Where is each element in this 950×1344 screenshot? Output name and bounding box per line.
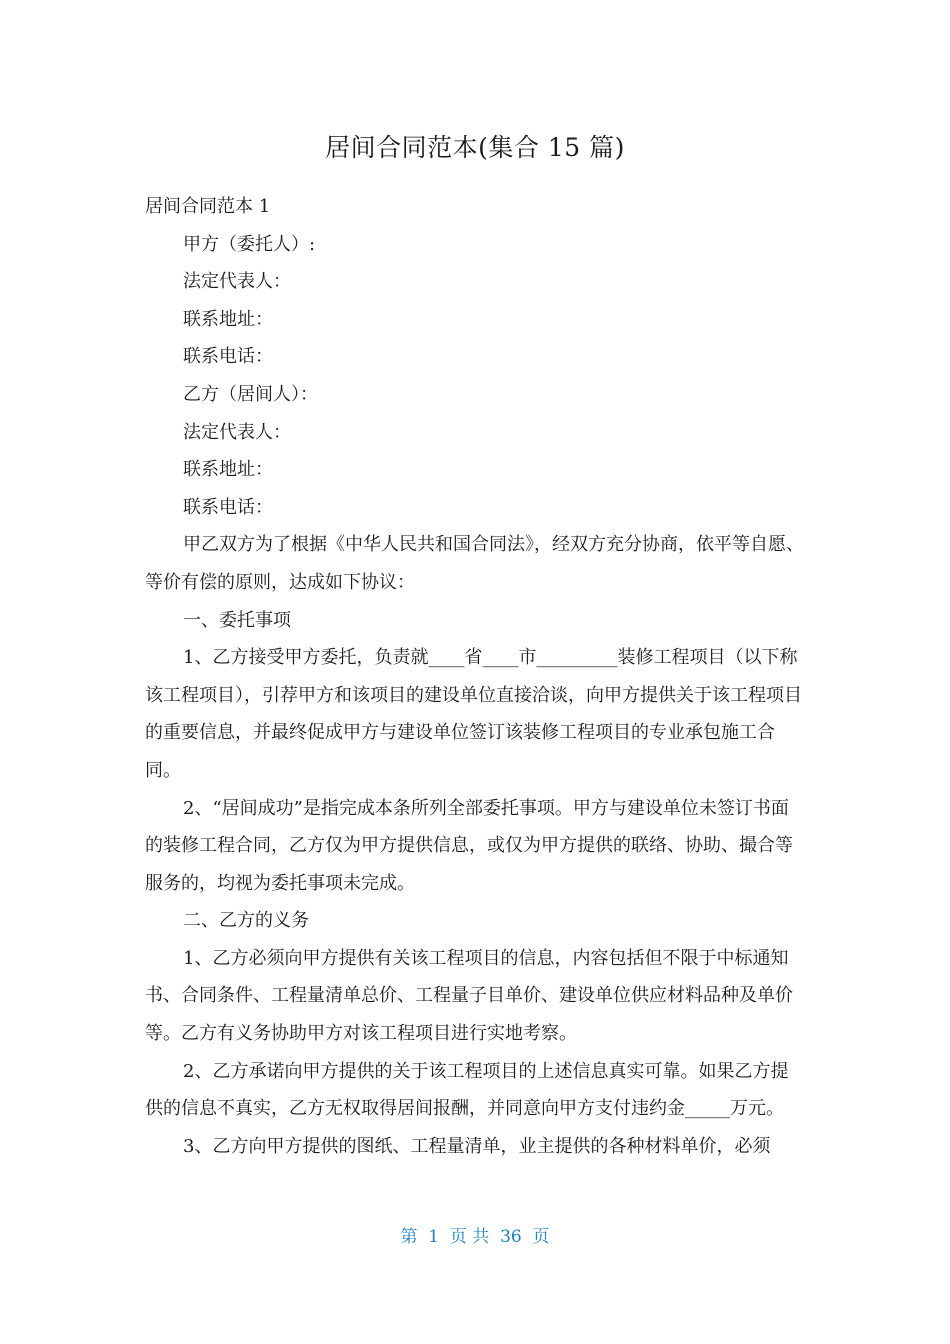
party-b-phone-line: 联系电话： xyxy=(183,496,273,518)
document-body xyxy=(145,188,805,1165)
party-b-line: 乙方（居间人）： xyxy=(183,383,318,405)
party-a-representative-line: 法定代表人： xyxy=(183,271,291,293)
clause-paragraph: 1、乙方接受甲方委托，负责就____省____市_________装修工程项目（以下称该工程项目），引荐甲方和该项目的建设单位直接洽谈，向甲方提供关于该工程项目的重要信息，并最终促成甲方与建设单位签订该装修工程项目的专业承包施工合同。 xyxy=(145,647,802,781)
clause-heading: 一、委托事项 xyxy=(183,609,291,631)
page-number-footer: 第 1 页 共 36 页 xyxy=(400,1227,550,1247)
clause-paragraph: 2、“居间成功”是指完成本条所列全部委托事项。甲方与建设单位未签订书面的装修工程合同，乙方仅为甲方提供信息，或仅为甲方提供的联络、协助、撮合等服务的，均视为委托事项未完成。 xyxy=(145,797,793,894)
party-b-address-line: 联系地址： xyxy=(183,459,273,481)
party-a-address-line: 联系地址： xyxy=(183,308,273,330)
clause-heading: 二、乙方的义务 xyxy=(183,910,309,932)
clause-paragraph: 2、乙方承诺向甲方提供的关于该工程项目的上述信息真实可靠。如果乙方提供的信息不真实，乙方无权取得居间报酬，并同意向甲方支付违约金_____万元。 xyxy=(145,1060,789,1120)
party-b-representative-line: 法定代表人： xyxy=(183,421,291,443)
section-heading: 居间合同范本 1 xyxy=(145,196,271,217)
page-title: 居间合同范本(集合 15 篇) xyxy=(325,133,625,162)
clause-paragraph: 3、乙方向甲方提供的图纸、工程量清单，业主提供的各种材料单价，必须 xyxy=(183,1135,771,1157)
party-a-line: 甲方（委托人）: xyxy=(183,233,316,255)
preamble-paragraph: 甲乙双方为了根据《中华人民共和国合同法》，经双方充分协商，依平等自愿、等价有偿的原则，达成如下协议： xyxy=(145,534,804,593)
party-a-phone-line: 联系电话： xyxy=(183,346,273,368)
clause-paragraph: 1、乙方必须向甲方提供有关该工程项目的信息，内容包括但不限于中标通知书、合同条件、工程量清单总价、工程量子目单价、建设单位供应材料品种及单价等。乙方有义务协助甲方对该工程项目进行实地考察。 xyxy=(145,947,793,1045)
